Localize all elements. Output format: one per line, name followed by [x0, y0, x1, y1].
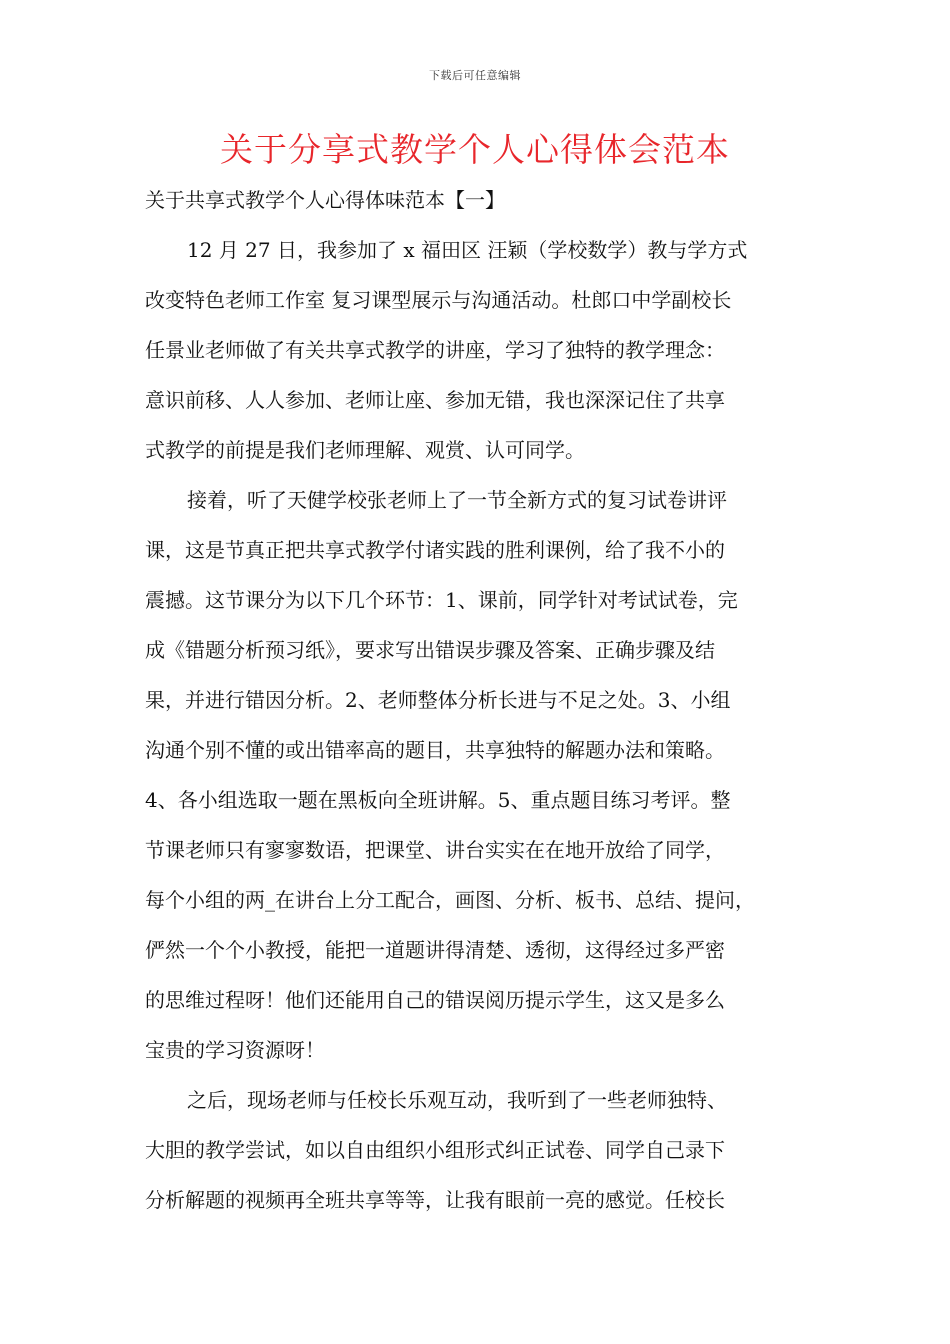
text-line: 式教学的前提是我们老师理解、观赏、认可同学。: [145, 438, 585, 462]
text-line: 接着，听了天健学校张老师上了一节全新方式的复习试卷讲评: [187, 488, 727, 512]
text-line: 果，并进行错因分析。2、老师整体分析长进与不足之处。3、小组: [145, 688, 731, 712]
text-line: 宝贵的学习资源呀！: [145, 1038, 325, 1062]
text-line: 节课老师只有寥寥数语，把课堂、讲台实实在在地开放给了同学，: [145, 838, 725, 862]
text-line: 每个小组的两_在讲台上分工配合，画图、分析、板书、总结、提问，: [145, 888, 755, 912]
header-note: 下载后可任意编辑: [429, 69, 521, 82]
text-line: 大胆的教学尝试，如以自由组织小组形式纠正试卷、同学自己录下: [145, 1138, 725, 1162]
paragraph-2: [145, 475, 807, 1075]
paragraph-3: [145, 1075, 807, 1225]
text-line: 震撼。这节课分为以下几个环节：1、课前，同学针对考试试卷，完: [145, 588, 738, 612]
text-line: 成《错题分析预习纸》，要求写出错误步骤及答案、正确步骤及结: [145, 638, 715, 662]
document-subtitle: 关于共享式教学个人心得体味范本【一】: [145, 188, 505, 212]
text-line: 任景业老师做了有关共享式教学的讲座，学习了独特的教学理念：: [145, 338, 725, 362]
text-line: 课，这是节真正把共享式教学付诸实践的胜利课例，给了我不小的: [145, 538, 725, 562]
text-line: 俨然一个个小教授，能把一道题讲得清楚、透彻，这得经过多严密: [145, 938, 725, 962]
text-line: 分析解题的视频再全班共享等等，让我有眼前一亮的感觉。任校长: [145, 1188, 725, 1212]
text-line: 的思维过程呀！他们还能用自己的错误阅历提示学生，这又是多么: [145, 988, 725, 1012]
document-title: 关于分享式教学个人心得体会范本: [220, 130, 730, 169]
paragraph-1: [145, 225, 807, 475]
text-line: 改变特色老师工作室 复习课型展示与沟通活动。杜郎口中学副校长: [145, 288, 732, 312]
text-line: 之后，现场老师与任校长乐观互动，我听到了一些老师独特、: [187, 1088, 727, 1112]
text-line: 沟通个别不懂的或出错率高的题目，共享独特的解题办法和策略。: [145, 738, 725, 762]
text-line: 4、各小组选取一题在黑板向全班讲解。5、重点题目练习考评。整: [145, 788, 731, 812]
text-line: 意识前移、人人参加、老师让座、参加无错，我也深深记住了共享: [145, 388, 725, 412]
text-line: 12 月 27 日，我参加了 x 福田区 汪颖（学校数学）教与学方式: [187, 238, 748, 262]
